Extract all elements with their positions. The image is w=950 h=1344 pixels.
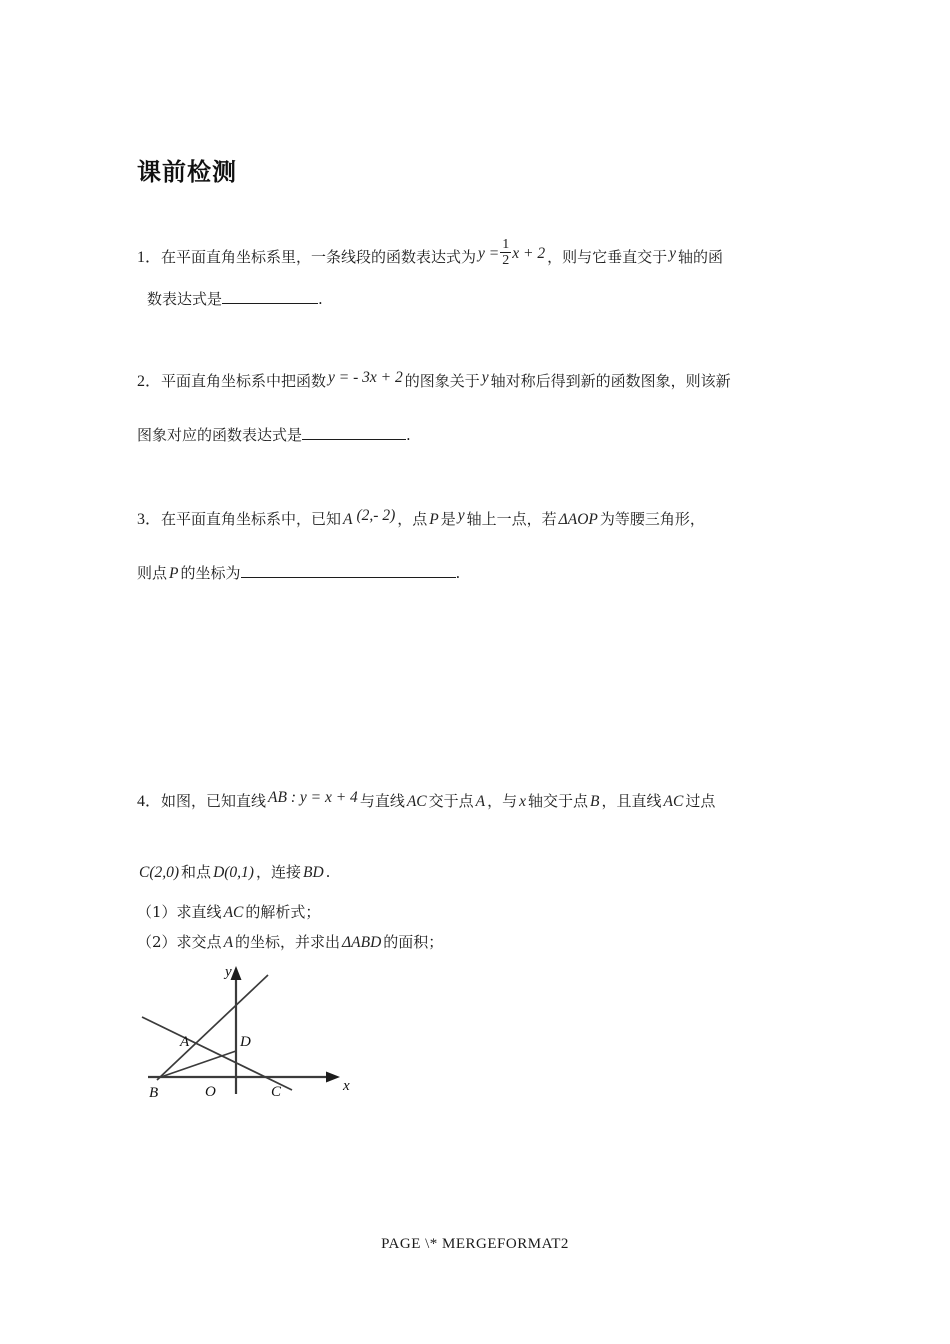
fraction-numerator: 1 [502, 237, 510, 252]
question-2-number: 2． [137, 373, 162, 390]
question-4-number: 4． [137, 793, 162, 810]
question-4-text-g: 过点 [685, 792, 716, 810]
question-1-answer-blank[interactable] [222, 288, 318, 303]
question-4-text-c: 交于点 [428, 792, 474, 810]
question-4-text-a: 如图，已知直线 [161, 792, 267, 810]
question-3-line-1 [137, 508, 837, 533]
question-4-text-b: 与直线 [359, 792, 405, 810]
point-label-c: C [271, 1084, 282, 1100]
question-1-text-b: ，则与它垂直交于 [547, 247, 668, 266]
question-3-number: 3． [137, 511, 162, 528]
question-3-point-a-coord: (2,- 2) [356, 507, 396, 524]
question-1-text-a: 在平面直角坐标系里，一条线段的函数表达式为 [161, 247, 477, 266]
question-1-number: 1． [137, 248, 162, 266]
question-2 [137, 370, 837, 448]
question-4-text-d: ，与 [487, 792, 518, 810]
question-2-line-2 [137, 424, 837, 448]
sub-question-2-label: （2） [137, 932, 177, 951]
question-1-text-d: 数表达式是 [147, 289, 223, 308]
question-2-formula: y = - 3x + 2 [328, 369, 403, 386]
question-4-point-a: A [475, 793, 486, 810]
coordinate-diagram-svg [140, 962, 370, 1107]
question-2-period: . [406, 425, 411, 444]
question-3 [137, 508, 837, 586]
question-4-line-ac-2: AC [663, 793, 684, 810]
axis-label-y: y [225, 964, 232, 980]
question-3-point-a: A [343, 511, 353, 528]
point-label-a: A [180, 1034, 190, 1050]
question-4-point-b: B [590, 793, 600, 810]
point-label-d: D [240, 1034, 251, 1050]
formula-tail: x + 2 [512, 244, 546, 262]
question-2-axis-y: y [481, 369, 489, 386]
sub-question-1-label: （1） [137, 902, 177, 921]
question-1-text-c: 轴的函 [678, 247, 724, 266]
question-4-line-2 [137, 861, 837, 885]
question-2-text-b: 的图象关于 [404, 372, 480, 390]
question-3-point-p-2: P [169, 564, 179, 582]
x-axis-arrowhead [326, 1072, 340, 1083]
sub-question-2-text-c: 的面积； [383, 932, 444, 951]
sub-question-1-line-ac: AC [223, 903, 244, 921]
question-2-text-d: 图象对应的函数表达式是 [137, 425, 303, 444]
sub-question-2-text-a: 求交点 [176, 932, 222, 951]
question-4-sub-1 [137, 901, 837, 925]
fraction-one-half [500, 238, 511, 269]
sub-question-2-triangle-abd: ΔABD [342, 933, 382, 951]
sub-question-1-text-b: 的解析式； [245, 902, 321, 921]
question-2-text-c: 轴对称后得到新的函数图象，则该新 [490, 372, 731, 390]
question-3-period: . [455, 563, 461, 582]
point-label-b: B [149, 1085, 159, 1101]
question-2-answer-blank[interactable] [302, 425, 406, 440]
question-4-sub-2 [137, 931, 837, 955]
question-4-axis-x: x [519, 793, 527, 810]
question-2-text-a: 平面直角坐标系中把函数 [161, 372, 327, 390]
question-4-text-f: ，且直线 [601, 792, 662, 810]
question-4-line-ac: AC [406, 793, 427, 810]
page-title: 课前检测 [137, 157, 237, 186]
question-1-axis-y: y [669, 244, 676, 262]
question-4-segment-bd: BD [302, 863, 324, 881]
question-3-text-c: 是 [440, 510, 456, 528]
question-3-text-e: 为等腰三角形， [599, 510, 705, 528]
coordinate-diagram [140, 962, 370, 1107]
line-ab [157, 975, 268, 1080]
question-3-text-d: 轴上一点，若 [466, 510, 557, 528]
fraction-denominator: 2 [502, 253, 510, 268]
question-3-axis-y: y [457, 507, 465, 524]
question-3-text-f: 则点 [137, 563, 168, 582]
question-3-point-p: P [429, 511, 439, 528]
question-4-line-ab-equation: AB : y = x + 4 [268, 789, 358, 806]
question-3-text-b: ，点 [397, 510, 428, 528]
question-1 [137, 237, 827, 312]
sub-question-2-point-a: A [223, 933, 234, 951]
question-4-text-h: 和点 [181, 862, 212, 881]
point-label-o: O [205, 1084, 216, 1100]
question-4-text-i: ，连接 [255, 862, 301, 881]
question-4-point-d-coord: D(0,1) [213, 863, 254, 881]
question-4-text-e: 轴交于点 [528, 792, 589, 810]
y-axis-arrowhead [231, 966, 242, 980]
axis-label-x: x [343, 1078, 350, 1094]
sub-question-2-text-b: 的坐标，并求出 [235, 932, 341, 951]
question-3-triangle-aop: ΔAOP [558, 511, 598, 528]
segment-bd [158, 1051, 236, 1078]
question-3-text-a: 在平面直角坐标系中，已知 [161, 510, 342, 528]
question-4-period: . [325, 862, 331, 881]
line-ac [142, 1017, 292, 1090]
question-4 [137, 790, 837, 955]
question-1-period: . [318, 289, 323, 308]
sub-question-1-text-a: 求直线 [176, 902, 222, 921]
question-2-line-1 [137, 370, 837, 395]
question-4-line-1 [137, 790, 837, 815]
question-1-formula [476, 237, 547, 268]
page-footer: PAGE \* MERGEFORMAT2 [381, 1236, 569, 1252]
question-3-answer-blank[interactable] [241, 563, 456, 578]
question-1-line-1 [137, 237, 827, 274]
question-4-point-c-coord: C(2,0) [139, 863, 180, 881]
formula-lead: y = [478, 244, 500, 262]
question-1-line-2 [137, 288, 827, 312]
question-3-text-g: 的坐标为 [180, 563, 241, 582]
question-3-line-2 [137, 562, 837, 586]
